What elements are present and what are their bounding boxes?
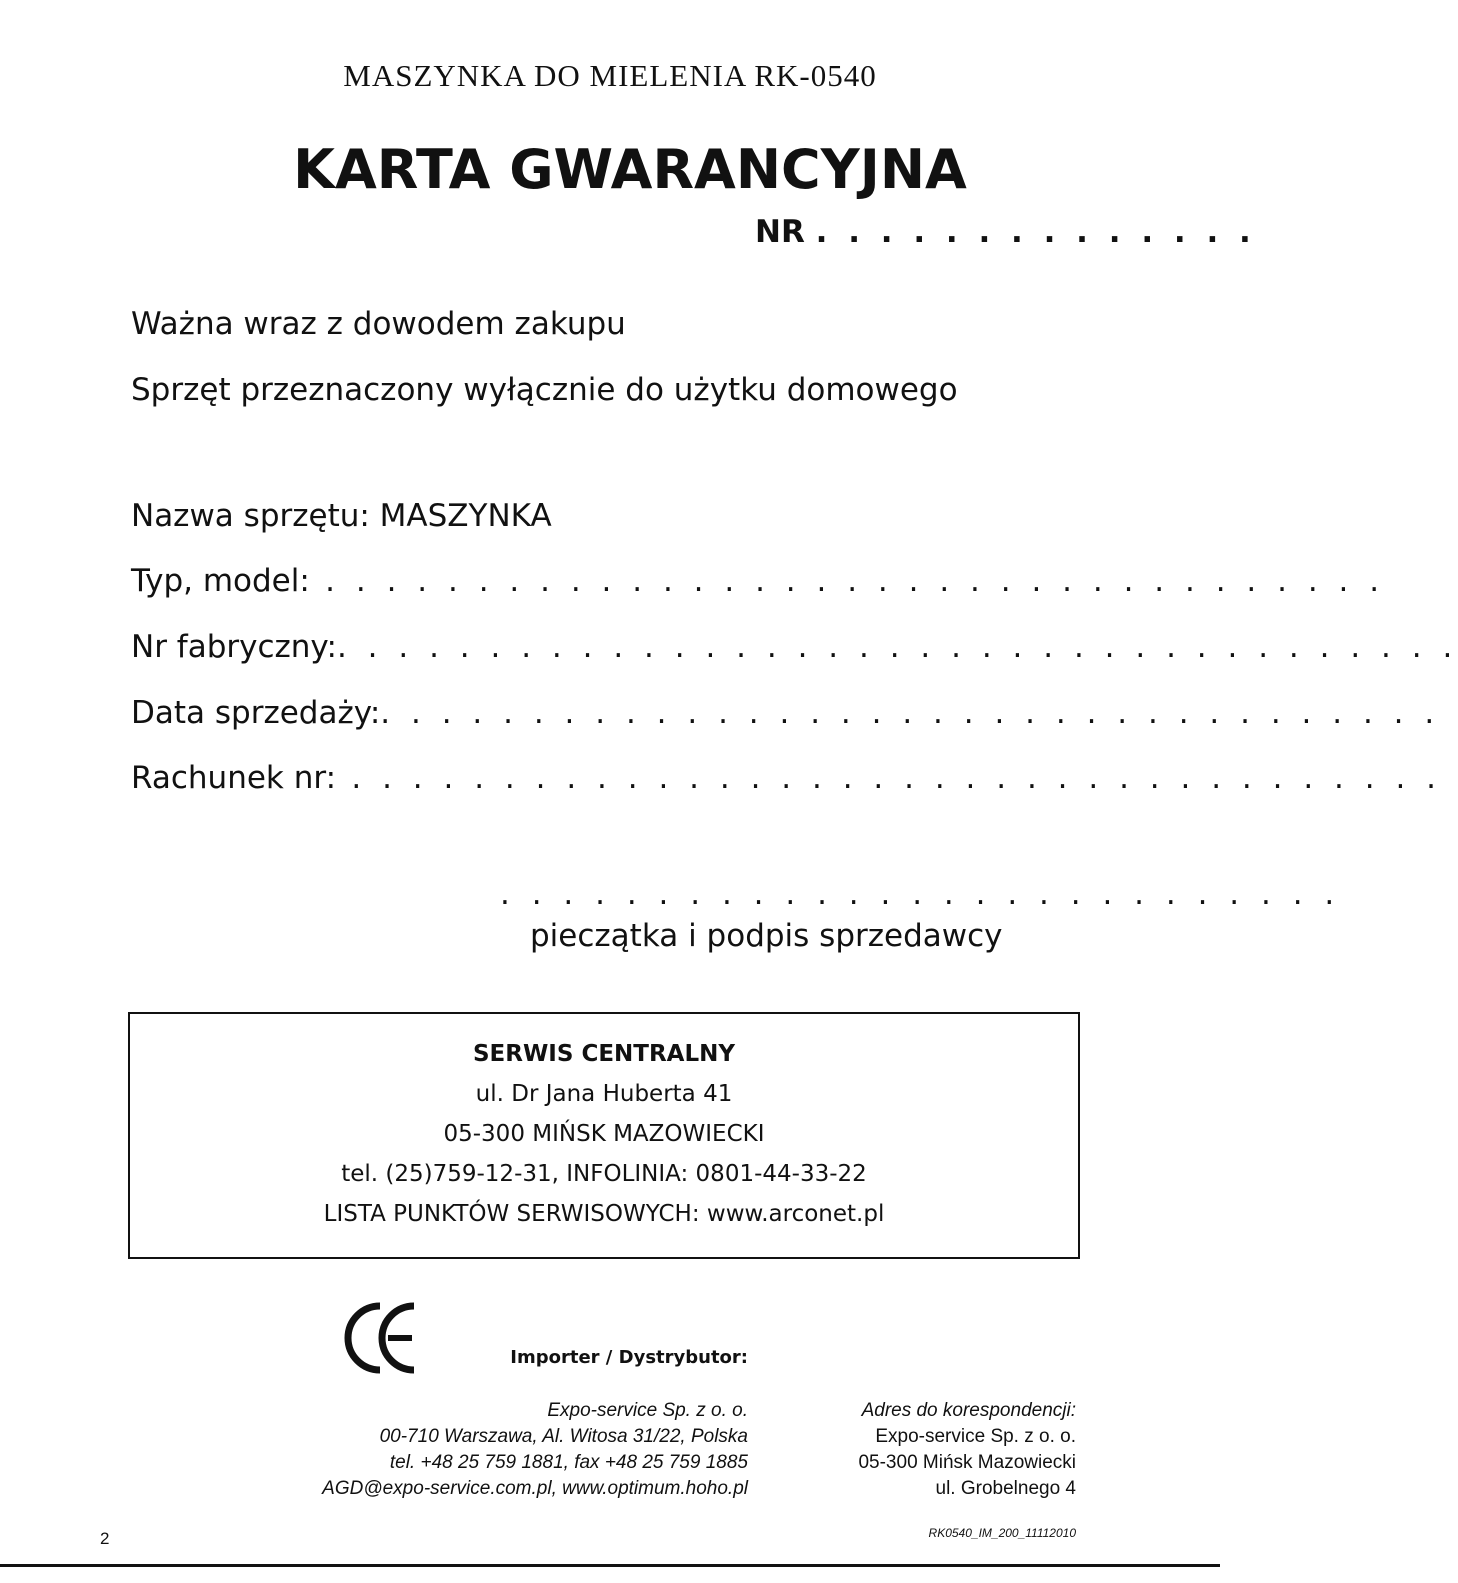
warranty-number-dots: . . . . . . . . . . . . . .	[815, 214, 1256, 250]
importer-label: Importer / Dystrybutor:	[510, 1347, 748, 1368]
importer-line: tel. +48 25 759 1881, fax +48 25 759 1885	[389, 1452, 748, 1473]
field-dots: . . . . . . . . . . . . . . . . . . . . . . . . . . . . . . . . . . . .	[336, 760, 1442, 796]
field-dots: . . . . . . . . . . . . . . . . . . . . . . . . . . . . . . . . . . .	[309, 563, 1385, 599]
service-title: SERWIS CENTRALNY	[472, 1041, 736, 1067]
warranty-number-label: NR	[755, 214, 805, 250]
field-equipment-name	[131, 498, 552, 534]
service-points-list: LISTA PUNKTÓW SERWISOWYCH: www.arconet.pl	[323, 1201, 885, 1227]
field-type-model	[131, 563, 1385, 599]
notice-proof-of-purchase: Ważna wraz z dowodem zakupu	[131, 306, 626, 342]
field-dots: . . . . . . . . . . . . . . . . . . . . . . . . . . . . . . . . . . .	[380, 695, 1440, 731]
notice-household-use: Sprzęt przeznaczony wyłącznie do użytku domowego	[131, 372, 958, 408]
field-label: Nr fabryczny:	[131, 629, 337, 665]
importer-address	[250, 1398, 748, 1502]
service-phone: tel. (25)759-12-31, INFOLINIA: 0801-44-33-22	[341, 1161, 867, 1187]
importer-line: AGD@expo-service.com.pl, www.optimum.hoho.pl	[322, 1478, 748, 1499]
central-service-box	[128, 1012, 1080, 1259]
document-code: RK0540_IM_200_11112010	[928, 1526, 1076, 1540]
service-street: ul. Dr Jana Huberta 41	[475, 1081, 733, 1107]
field-label: Data sprzedaży:	[131, 695, 381, 731]
warranty-number-line	[755, 214, 1256, 250]
correspondence-line: ul. Grobelnego 4	[935, 1478, 1076, 1499]
field-sale-date	[131, 695, 1440, 731]
field-dots: . . . . . . . . . . . . . . . . . . . . . . . . . . . . . . . . . . . . .	[336, 629, 1458, 665]
correspondence-line: 05-300 Mińsk Mazowiecki	[858, 1452, 1076, 1473]
correspondence-heading: Adres do korespondencji:	[861, 1400, 1076, 1421]
field-receipt-number	[131, 760, 1442, 796]
product-model-header: MASZYNKA DO MIELENIA RK-0540	[343, 58, 877, 93]
service-city: 05-300 MIŃSK MAZOWIECKI	[443, 1121, 765, 1147]
field-label: Nazwa sprzętu: MASZYNKA	[131, 498, 552, 534]
page-number: 2	[100, 1529, 110, 1548]
signature-label: pieczątka i podpis sprzedawcy	[530, 918, 1003, 954]
importer-line: Expo-service Sp. z o. o.	[547, 1400, 748, 1421]
bottom-divider	[0, 1564, 1220, 1567]
signature-dots: . . . . . . . . . . . . . . . . . . . . . . . . . . .	[500, 876, 1341, 912]
ce-mark-icon	[350, 1298, 420, 1378]
importer-line: 00-710 Warszawa, Al. Witosa 31/22, Polska	[379, 1426, 748, 1447]
field-label: Typ, model:	[131, 563, 310, 599]
correspondence-line: Expo-service Sp. z o. o.	[875, 1426, 1076, 1447]
document-title: KARTA GWARANCYJNA	[293, 138, 967, 201]
field-serial-number	[131, 629, 1458, 665]
correspondence-address	[800, 1398, 1076, 1502]
field-label: Rachunek nr:	[131, 760, 337, 796]
